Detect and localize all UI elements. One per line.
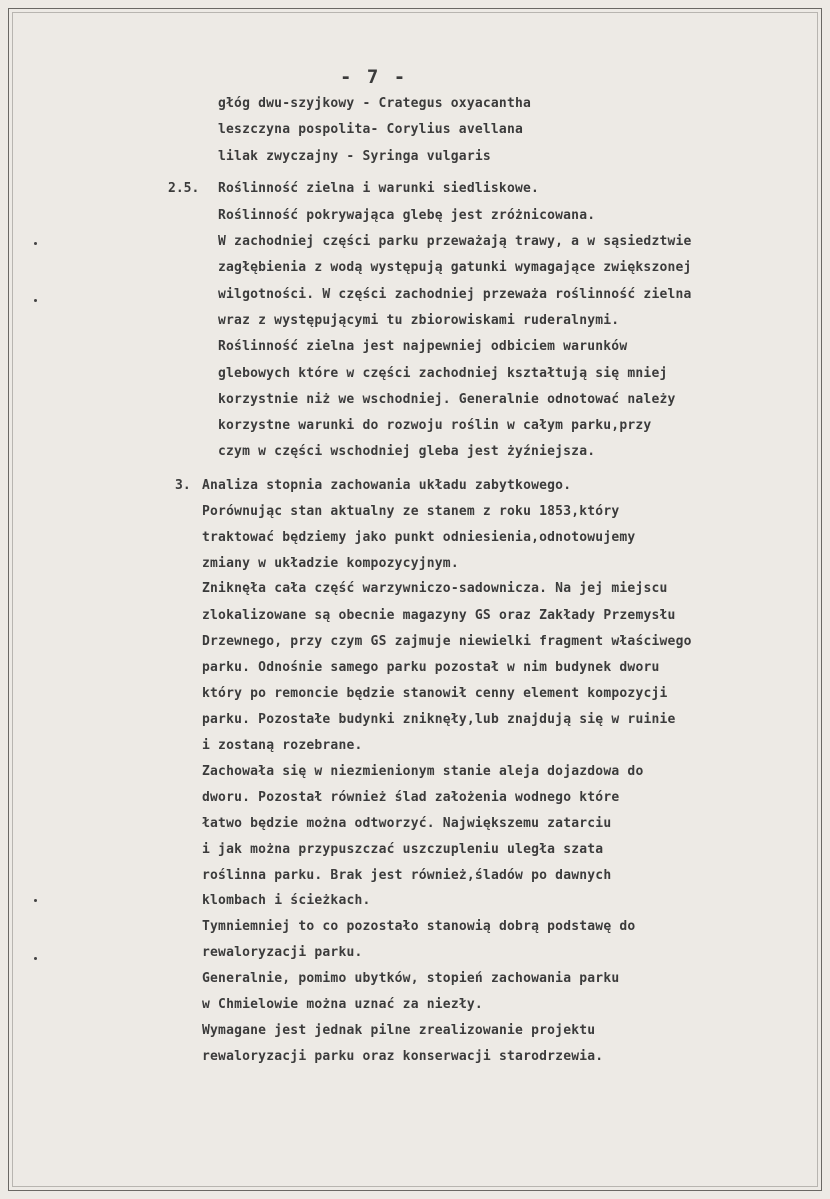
text-line: traktować będziemy jako punkt odniesienia,odnotowujemy (202, 530, 636, 545)
text-line: korzystne warunki do rozwoju roślin w całym parku,przy (218, 418, 652, 433)
text-line: rewaloryzacji parku oraz konserwacji starodrzewia. (202, 1049, 604, 1064)
text-line: Wymagane jest jednak pilne zrealizowanie projektu (202, 1023, 596, 1038)
text-line: łatwo będzie można odtworzyć. Największemu zatarciu (202, 816, 612, 831)
text-line: parku. Odnośnie samego parku pozostał w nim budynek dworu (202, 660, 660, 675)
text-line: klombach i ścieżkach. (202, 893, 371, 908)
margin-mark (34, 299, 37, 302)
section-number: 3. (175, 478, 191, 493)
text-line: parku. Pozostałe budynki zniknęły,lub znajdują się w ruinie (202, 712, 676, 727)
text-line: zmiany w układzie kompozycyjnym. (202, 556, 459, 571)
text-line: W zachodniej części parku przeważają trawy, a w sąsiedztwie (218, 234, 692, 249)
text-line: który po remoncie będzie stanowił cenny element kompozycji (202, 686, 668, 701)
section-title: Roślinność zielna i warunki siedliskowe. (218, 181, 540, 196)
text-line: Roślinność zielna jest najpewniej odbiciem warunków (218, 339, 628, 354)
text-line: rewaloryzacji parku. (202, 945, 363, 960)
text-line: Zachowała się w niezmienionym stanie aleja dojazdowa do (202, 764, 644, 779)
text-line: zagłębienia z wodą występują gatunki wymagające zwiększonej (218, 260, 692, 275)
text-line: roślinna parku. Brak jest również,śladów po dawnych (202, 868, 612, 883)
text-line: korzystnie niż we wschodniej. Generalnie odnotować należy (218, 392, 676, 407)
text-line: wraz z występującymi tu zbiorowiskami ruderalnymi. (218, 313, 620, 328)
text-line: Roślinność pokrywająca glebę jest zróżnicowana. (218, 208, 596, 223)
text-line: i jak można przypuszczać uszczupleniu uległa szata (202, 842, 604, 857)
margin-mark (34, 899, 37, 902)
plant-line: głóg dwu-szyjkowy - Crategus oxyacantha (218, 96, 532, 111)
section-number: 2.5. (168, 181, 200, 196)
text-line: wilgotności. W części zachodniej przeważa roślinność zielna (218, 287, 692, 302)
margin-mark (34, 242, 37, 245)
text-line: Generalnie, pomimo ubytków, stopień zachowania parku (202, 971, 620, 986)
section-title: Analiza stopnia zachowania układu zabytkowego. (202, 478, 572, 493)
text-line: Drzewnego, przy czym GS zajmuje niewielki fragment właściwego (202, 634, 692, 649)
text-line: czym w części wschodniej gleba jest żyźniejsza. (218, 444, 596, 459)
text-line: i zostaną rozebrane. (202, 738, 363, 753)
text-line: Tymniemniej to co pozostało stanowią dobrą podstawę do (202, 919, 636, 934)
text-line: zlokalizowane są obecnie magazyny GS oraz Zakłady Przemysłu (202, 608, 676, 623)
text-line: Zniknęła cała część warzywniczo-sadownicza. Na jej miejscu (202, 581, 668, 596)
plant-line: leszczyna pospolita- Corylius avellana (218, 122, 524, 137)
text-line: dworu. Pozostał również ślad założenia wodnego które (202, 790, 620, 805)
page-number: - 7 - (340, 66, 408, 88)
margin-mark (34, 957, 37, 960)
plant-line: lilak zwyczajny - Syringa vulgaris (218, 149, 491, 164)
text-line: glebowych które w części zachodniej kształtują się mniej (218, 366, 668, 381)
text-line: w Chmielowie można uznać za niezły. (202, 997, 483, 1012)
text-line: Porównując stan aktualny ze stanem z roku 1853,który (202, 504, 620, 519)
